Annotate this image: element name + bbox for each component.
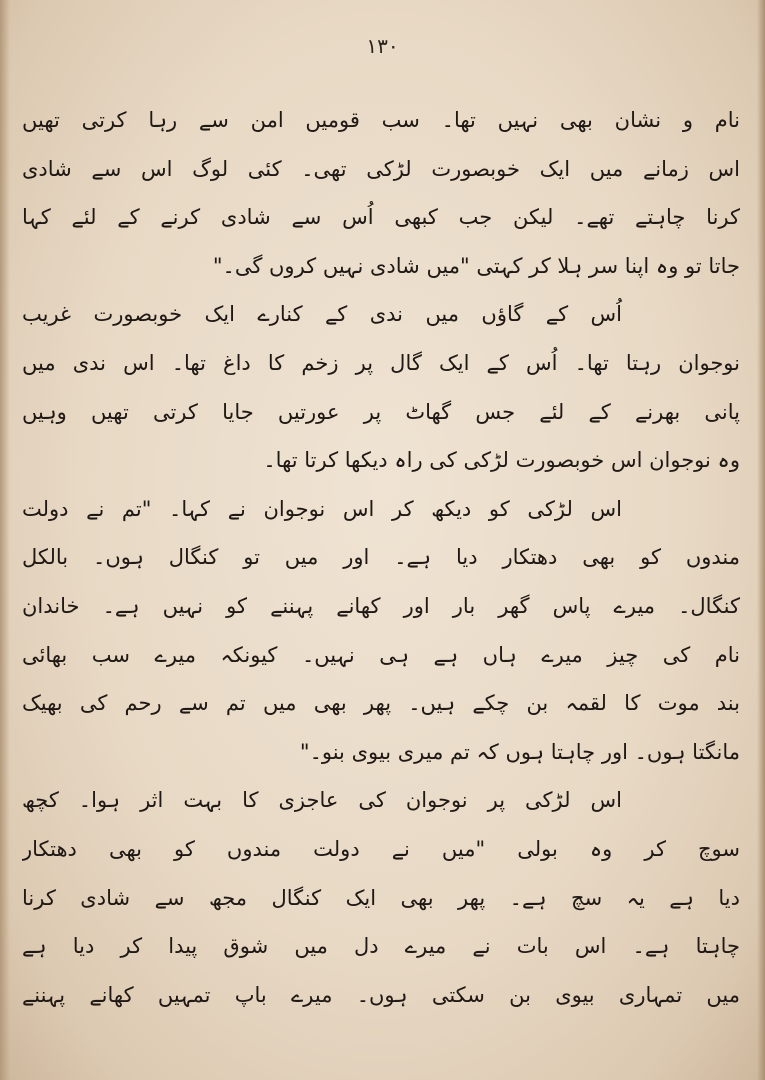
text-line: بند موت کا لقمہ بن چکے ہیں۔ پھر بھی میں تم سے رحم کی بھیک (22, 691, 740, 716)
text-line: مانگتا ہوں۔ اور چاہتا ہوں کہ تم میری بیوی بنو۔" (299, 739, 740, 764)
text-line: اس لڑکی کو دیکھ کر اس نوجوان نے کہا۔ "تم نے دولت (22, 496, 622, 521)
text-line: جاتا تو وہ اپنا سر ہلا کر کہتی "میں شادی نہیں کروں گی۔" (212, 253, 740, 278)
text-line: پانی بھرنے کے لئے جس گھاٹ پر عورتیں جایا کرتی تھیں وہیں (22, 399, 740, 424)
text-line: کرنا چاہتے تھے۔ لیکن جب کبھی اُس سے شادی کرنے کے لئے کہا (22, 205, 740, 230)
text-line: کنگال۔ میرے پاس گھر بار اور کھانے پہننے کو نہیں ہے۔ خاندان (22, 593, 740, 618)
page-number: ١٣٠ (366, 34, 399, 58)
text-line: نام و نشان بھی نہیں تھا۔ سب قومیں امن سے رہا کرتی تھیں (22, 108, 740, 132)
text-line: میں تمہاری بیوی بن سکتی ہوں۔ میرے باپ تمہیں کھانے پہننے (22, 982, 740, 1007)
text-line: سوچ کر وہ بولی "میں نے دولت مندوں کو بھی دھتکار (22, 836, 740, 861)
text-line: دیا ہے یہ سچ ہے۔ پھر بھی ایک کنگال مجھ سے شادی کرنا (22, 885, 740, 910)
text-line: چاہتا ہے۔ اس بات نے میرے دل میں شوق پیدا کر دیا ہے (22, 934, 740, 959)
text-line: اُس کے گاؤں میں ندی کے کنارے ایک خوبصورت غریب (22, 302, 622, 327)
text-line: نوجوان رہتا تھا۔ اُس کے ایک گال پر زخم کا داغ تھا۔ اس ندی میں (22, 350, 740, 375)
text-line: اس لڑکی پر نوجوان کی عاجزی کا بہت اثر ہوا۔ کچھ (22, 788, 622, 813)
text-line: وہ نوجوان اس خوبصورت لڑکی کی راہ دیکھا کرتا تھا۔ (263, 448, 740, 473)
text-line: نام کی چیز میرے ہاں ہے ہی نہیں۔ کیونکہ میرے سب بھائی (22, 642, 740, 667)
text-line: اس زمانے میں ایک خوبصورت لڑکی تھی۔ کئی لوگ اس سے شادی (22, 156, 740, 181)
text-line: مندوں کو بھی دھتکار دیا ہے۔ اور میں تو کنگال ہوں۔ بالکل (22, 545, 740, 570)
urdu-text-body (22, 96, 740, 1019)
